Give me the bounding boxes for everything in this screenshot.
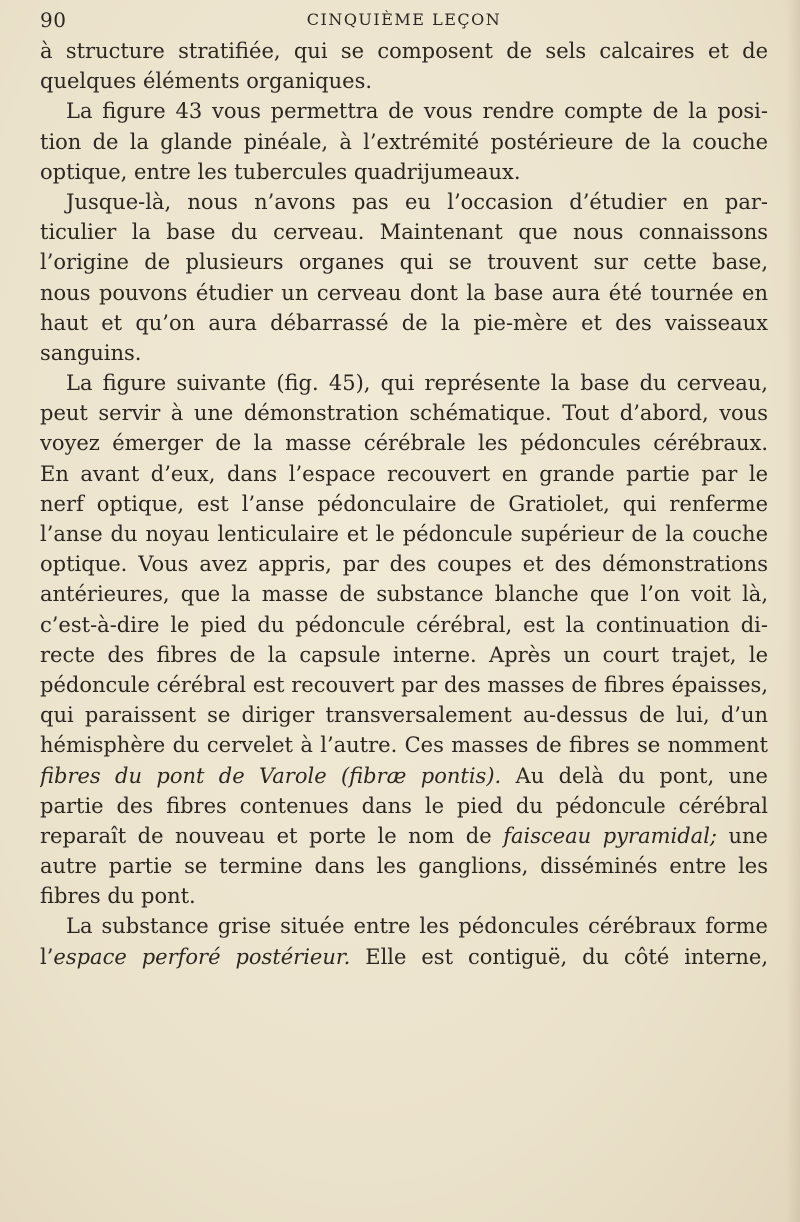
text-segment: qui paraissent se diriger transversalement au-dessus de lui, d’un bbox=[40, 703, 768, 728]
text-line bbox=[40, 36, 768, 66]
text-segment: autre partie se termine dans les ganglions, disséminés entre les bbox=[40, 854, 768, 879]
text-line bbox=[40, 791, 768, 821]
text-segment: sanguins. bbox=[40, 340, 142, 365]
text-segment: La substance grise située entre les pédoncules cérébraux forme bbox=[66, 914, 768, 939]
text-line bbox=[40, 610, 768, 640]
text-line bbox=[40, 549, 768, 579]
text-segment: tion de la glande pinéale, à l’extrémité postérieure de la couche bbox=[40, 129, 768, 154]
text-segment: Au delà du pont, une bbox=[501, 763, 768, 788]
text-segment: ticulier la base du cerveau. Maintenant que nous connaissons bbox=[40, 220, 768, 245]
text-segment: partie des fibres contenues dans le pied du pédoncule cérébral bbox=[40, 793, 768, 818]
text-segment: pédoncule cérébral est recouvert par des masses de fibres épaisses, bbox=[40, 672, 768, 697]
running-head: CINQUIÈME LEÇON bbox=[306, 10, 502, 29]
text-line bbox=[40, 519, 768, 549]
text-line bbox=[40, 700, 768, 730]
text-segment: l’anse du noyau lenticulaire et le pédoncule supérieur de la couche bbox=[40, 522, 768, 546]
text-segment: En avant d’eux, dans l’espace recouvert en grande partie par le bbox=[40, 461, 768, 486]
text-line bbox=[40, 459, 768, 489]
page-edge-shadow bbox=[786, 0, 800, 1222]
text-segment: optique. Vous avez appris, par des coupes et des démonstrations bbox=[40, 552, 768, 577]
text-segment: une bbox=[716, 823, 768, 848]
text-line bbox=[40, 640, 768, 670]
text-line bbox=[40, 489, 768, 519]
text-segment: nous pouvons étudier un cerveau dont la base aura été tournée en bbox=[40, 280, 768, 305]
text-segment: Elle est contiguë, du côté interne, bbox=[350, 944, 768, 969]
text-line bbox=[40, 761, 768, 791]
italic-term: fibres du pont de Varole (fibræ pontis). bbox=[40, 763, 502, 788]
text-segment: haut et qu’on aura débarrassé de la pie-mère et des vaisseaux bbox=[40, 310, 768, 335]
text-segment: peut servir à une démonstration schématique. Tout d’abord, vous bbox=[40, 401, 768, 426]
text-line bbox=[40, 278, 768, 308]
text-segment: nerf optique, est l’anse pédonculaire de Gratiolet, qui renferme bbox=[40, 491, 768, 516]
text-line bbox=[40, 851, 768, 881]
text-line bbox=[40, 428, 768, 458]
text-line bbox=[40, 821, 768, 851]
text-line bbox=[40, 368, 768, 398]
text-segment: à structure stratifiée, qui se composent de sels calcaires et de bbox=[40, 39, 768, 63]
body-text bbox=[40, 36, 768, 972]
text-line bbox=[40, 911, 768, 941]
italic-term: faisceau pyramidal; bbox=[503, 823, 717, 848]
text-line bbox=[40, 579, 768, 609]
text-line bbox=[40, 398, 768, 428]
text-line bbox=[40, 217, 768, 247]
text-line bbox=[40, 338, 768, 368]
text-segment: hémisphère du cervelet à l’autre. Ces masses de fibres se nomment bbox=[40, 733, 768, 758]
text-segment: Jusque-là, nous n’avons pas eu l’occasion d’étudier en par- bbox=[66, 189, 768, 214]
page-number: 90 bbox=[40, 8, 67, 32]
text-line bbox=[40, 881, 768, 911]
text-segment: c’est-à-dire le pied du pédoncule cérébral, est la continuation di- bbox=[40, 612, 768, 637]
text-segment: quelques éléments organiques. bbox=[40, 69, 373, 94]
text-segment: voyez émerger de la masse cérébrale les pédoncules cérébraux. bbox=[40, 431, 768, 456]
text-line bbox=[40, 157, 768, 187]
text-line bbox=[40, 127, 768, 157]
text-line bbox=[40, 942, 768, 972]
italic-term: espace perforé postérieur. bbox=[53, 944, 351, 969]
text-line bbox=[40, 187, 768, 217]
text-segment: l’ bbox=[40, 944, 54, 969]
text-segment: reparaît de nouveau et porte le nom de bbox=[40, 823, 504, 848]
text-line bbox=[40, 66, 768, 96]
text-segment: La figure suivante (fig. 45), qui représente la base du cerveau, bbox=[66, 371, 768, 396]
text-segment: antérieures, que la masse de substance blanche que l’on voit là, bbox=[40, 582, 768, 607]
text-line bbox=[40, 670, 768, 700]
text-segment: l’origine de plusieurs organes qui se trouvent sur cette base, bbox=[40, 250, 768, 275]
text-segment: recte des fibres de la capsule interne. Après un court trajet, le bbox=[40, 642, 768, 667]
text-line bbox=[40, 730, 768, 760]
text-line bbox=[40, 247, 768, 277]
page-header bbox=[40, 8, 768, 34]
text-segment: fibres du pont. bbox=[40, 884, 196, 909]
text-segment: optique, entre les tubercules quadrijumeaux. bbox=[40, 159, 521, 184]
text-line bbox=[40, 96, 768, 126]
text-segment: La figure 43 vous permettra de vous rendre compte de la posi- bbox=[66, 99, 768, 124]
text-line bbox=[40, 308, 768, 338]
